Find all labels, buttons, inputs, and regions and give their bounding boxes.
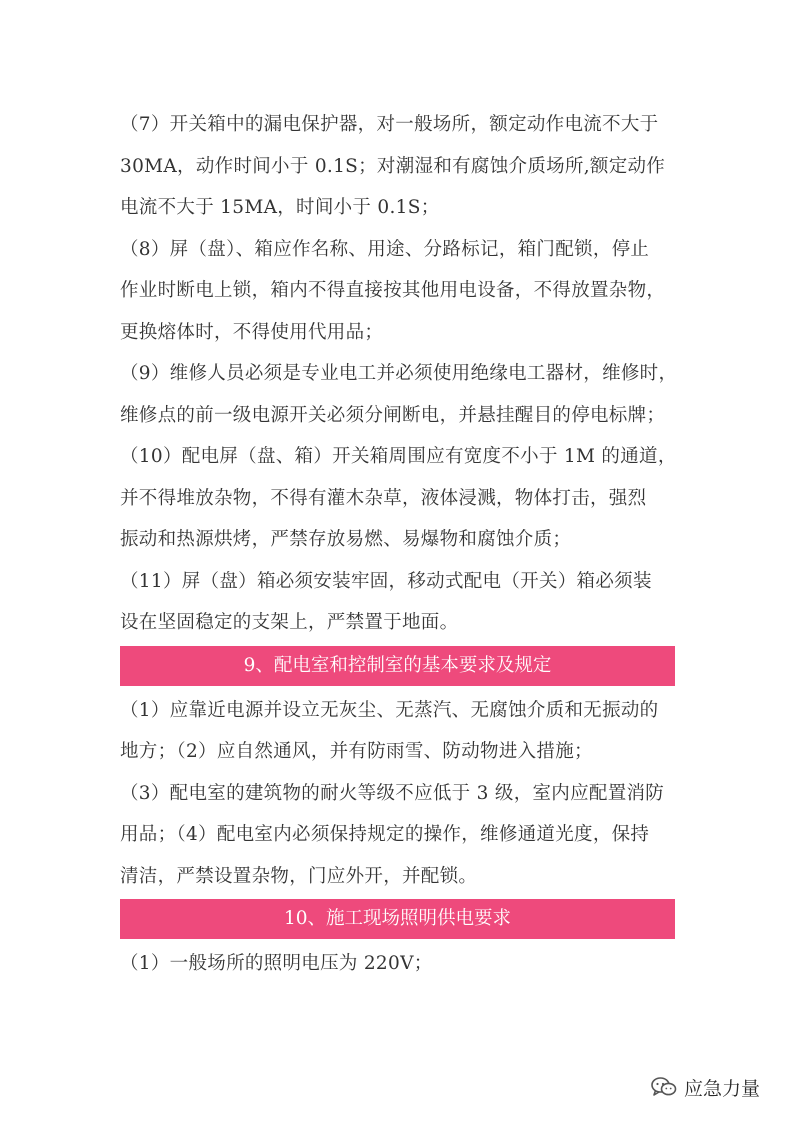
paragraph-line: 电流不大于 15MA，时间小于 0.1S；: [120, 197, 440, 218]
paragraph-line: （1）应靠近电源并设立无灰尘、无蒸汽、无腐蚀介质和无振动的: [120, 699, 659, 721]
paragraph-line: 作业时断电上锁，箱内不得直接按其他用电设备，不得放置杂物，: [120, 280, 666, 301]
section-heading-9: 9、配电室和控制室的基本要求及规定: [120, 646, 675, 686]
paragraph-line: 30MA，动作时间小于 0.1S；对潮湿和有腐蚀介质场所,额定动作: [120, 155, 666, 177]
paragraph-line: 地方；（2）应自然通风，并有防雨雪、防动物进入措施；: [120, 741, 593, 762]
paragraph-line: 更换熔体时，不得使用代用品；: [120, 321, 384, 343]
paragraph-line: （7）开关箱中的漏电保护器，对一般场所，额定动作电流不大于: [120, 114, 659, 135]
paragraph-line: （3）配电室的建筑物的耐火等级不应低于 3 级，室内应配置消防: [120, 782, 665, 804]
wechat-watermark: [650, 1074, 760, 1100]
document-body: [120, 104, 678, 985]
paragraph-line: 清洁，严禁设置杂物，门应外开，并配锁。: [120, 865, 478, 887]
watermark-text: 应急力量: [684, 1077, 761, 1100]
paragraph-line: 振动和热源烘烤，严禁存放易燃、易爆物和腐蚀介质；: [120, 529, 572, 550]
paragraph-line: 维修点的前一级电源开关必须分闸断电，并悬挂醒目的停电标牌；: [120, 404, 666, 426]
paragraph-line: （8）屏（盘）、箱应作名称、用途、分路标记，箱门配锁，停止: [120, 238, 650, 260]
paragraph-line: 设在坚固稳定的支架上，严禁置于地面。: [120, 612, 459, 633]
paragraph-line: 用品；（4）配电室内必须保持规定的操作，维修通道光度，保持: [120, 824, 650, 845]
paragraph-line: （10）配电屏（盘、箱）开关箱周围应有宽度不小于 1M 的通道，: [120, 446, 677, 467]
section-heading-10: 10、施工现场照明供电要求: [120, 899, 675, 939]
paragraph-line: （1）一般场所的照明电压为 220V；: [120, 953, 433, 974]
paragraph-line: （11）屏（盘）箱必须安装牢固，移动式配电（开关）箱必须装: [120, 570, 652, 592]
wechat-icon: [650, 1076, 678, 1098]
paragraph-line: 并不得堆放杂物，不得有灌木杂草，液体浸溅，物体打击，强烈: [120, 487, 647, 509]
paragraph-line: （9）维修人员必须是专业电工并必须使用绝缘电工器材，维修时，: [120, 363, 678, 384]
